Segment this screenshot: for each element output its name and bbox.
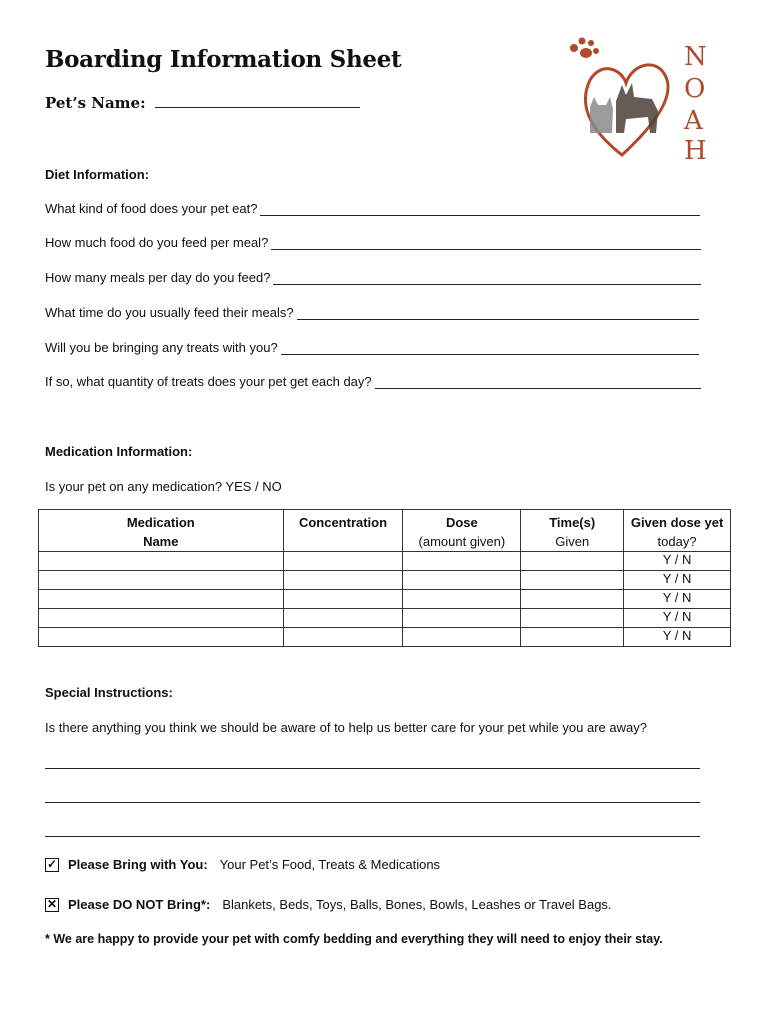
diet-question: How many meals per day do you feed?: [45, 270, 271, 285]
bring-row: [45, 857, 440, 872]
yes-no-cell[interactable]: Y / N: [624, 552, 731, 571]
yes-no-cell[interactable]: Y / N: [624, 571, 731, 590]
answer-line[interactable]: [273, 272, 701, 285]
logo-letter-a: A: [684, 106, 703, 136]
answer-line[interactable]: [281, 342, 699, 355]
diet-question: What kind of food does your pet eat?: [45, 201, 258, 216]
medication-table: [38, 509, 731, 647]
medication-question: Is your pet on any medication? YES / NO: [45, 479, 282, 494]
diet-question-row: [45, 374, 701, 389]
medication-heading: Medication Information:: [45, 444, 193, 459]
pet-name-label: Pet’s Name:: [45, 94, 146, 112]
yes-no-cell[interactable]: Y / N: [624, 590, 731, 609]
special-instructions-question: Is there anything you think we should be aware of to help us better care for your pet while you are away?: [45, 720, 647, 735]
answer-line[interactable]: [45, 802, 700, 803]
diet-question: If so, what quantity of treats does your pet get each day?: [45, 374, 372, 389]
table-row: [39, 571, 731, 590]
logo-letter-n: N: [684, 42, 707, 72]
bring-items: Your Pet’s Food, Treats & Medications: [219, 857, 441, 872]
column-header-times-given: Time(s) Given: [521, 510, 624, 552]
diet-question: What time do you usually feed their meals?: [45, 305, 294, 320]
table-row: [39, 628, 731, 647]
checkbox-crossed-icon: ✕: [46, 896, 58, 911]
table-row: [39, 552, 731, 571]
diet-question: Will you be bringing any treats with you?: [45, 340, 278, 355]
column-header-dose: Dose (amount given): [403, 510, 521, 552]
diet-question-row: [45, 340, 699, 355]
column-header-given-dose: Given dose yet today?: [624, 510, 731, 552]
checkbox-checked-icon: ✓: [46, 856, 58, 871]
special-instructions-heading: Special Instructions:: [45, 685, 173, 700]
pet-name-row: [45, 94, 360, 112]
do-not-bring-label: Please DO NOT Bring*:: [68, 897, 211, 912]
do-not-bring-row: [45, 897, 612, 912]
answer-line[interactable]: [45, 836, 700, 837]
diet-question-row: [45, 270, 701, 285]
diet-question-row: [45, 305, 699, 320]
cat-dog-illustration-icon: [590, 83, 658, 133]
diet-question-row: [45, 235, 701, 250]
page-title: Boarding Information Sheet: [45, 46, 402, 73]
answer-line[interactable]: [45, 768, 700, 769]
diet-question-row: [45, 201, 700, 216]
answer-line[interactable]: [375, 376, 701, 389]
footnote: * We are happy to provide your pet with comfy bedding and everything they will need to enjoy their stay.: [45, 932, 663, 946]
yes-no-cell[interactable]: Y / N: [624, 628, 731, 647]
diet-heading: Diet Information:: [45, 167, 149, 182]
yes-no-cell[interactable]: Y / N: [624, 609, 731, 628]
answer-line[interactable]: [260, 203, 700, 216]
column-header-medication-name: Medication Name: [39, 510, 284, 552]
paw-print-icon: [570, 38, 599, 59]
answer-line[interactable]: [297, 307, 699, 320]
do-not-bring-items: Blankets, Beds, Toys, Balls, Bones, Bowls, Leashes or Travel Bags.: [222, 897, 612, 912]
column-header-concentration: Concentration: [283, 510, 403, 552]
logo-letter-o: O: [684, 74, 706, 104]
table-header-row: [39, 510, 731, 552]
logo-letter-h: H: [684, 136, 707, 165]
noah-logo: [560, 35, 720, 165]
answer-line[interactable]: [271, 237, 701, 250]
diet-question: How much food do you feed per meal?: [45, 235, 269, 250]
bring-label: Please Bring with You:: [68, 857, 208, 872]
table-row: [39, 609, 731, 628]
table-row: [39, 590, 731, 609]
pet-name-field[interactable]: [155, 107, 360, 108]
